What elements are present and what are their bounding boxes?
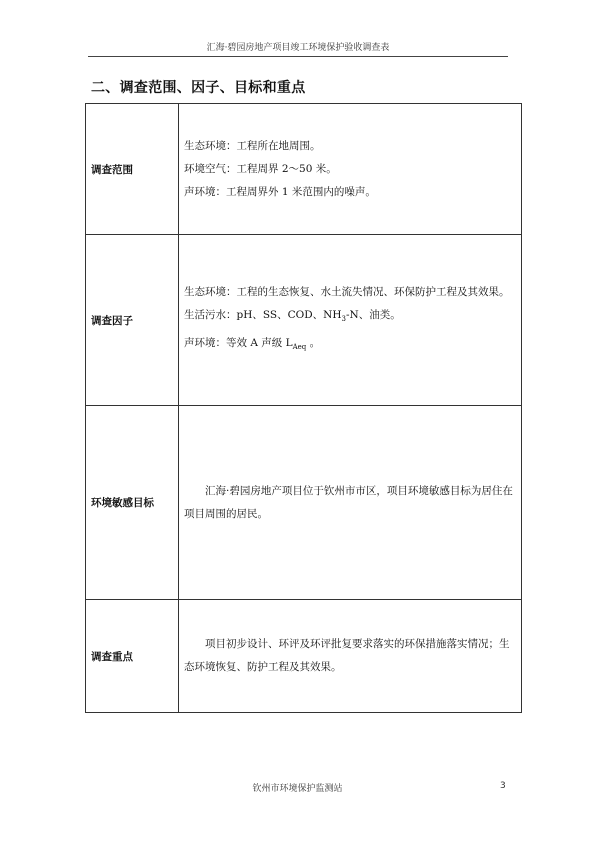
table-row xyxy=(86,406,522,600)
table-row xyxy=(86,235,522,406)
subscript: 3 xyxy=(341,315,346,324)
row-label-factors: 调查因子 xyxy=(86,235,179,406)
text-segment: 声环境：等效 A 声级 L xyxy=(184,336,293,349)
content-paragraph: 汇海·碧园房地产项目位于钦州市市区，项目环境敏感目标为居住在项目周围的居民。 xyxy=(184,484,513,520)
content-line: 生态环境：工程所在地周围。 xyxy=(184,139,321,152)
content-line: 生态环境：工程的生态恢复、水土流失情况、环保防护工程及其效果。 xyxy=(184,286,510,299)
content-line: 声环境：工程周界外 1 米范围内的噪声。 xyxy=(184,185,376,198)
text-segment: 。 xyxy=(306,336,321,349)
text-segment: -N、油类。 xyxy=(345,309,401,322)
section-title: 二、调查范围、因子、目标和重点 xyxy=(91,80,306,96)
content-line xyxy=(184,332,515,359)
subscript: Aeq xyxy=(292,342,307,351)
row-content-factors xyxy=(179,235,522,406)
survey-table xyxy=(85,103,522,713)
page-number: 3 xyxy=(500,781,506,791)
row-label-targets: 环境敏感目标 xyxy=(86,406,179,600)
row-content-focus xyxy=(179,600,522,713)
page-header: 汇海·碧园房地产项目竣工环境保护验收调查表 xyxy=(88,40,508,57)
row-label-focus: 调查重点 xyxy=(86,600,179,713)
table-row xyxy=(86,104,522,235)
row-content-targets xyxy=(179,406,522,600)
row-content-scope xyxy=(179,104,522,235)
content-line: 环境空气：工程周界 2～50 米。 xyxy=(184,162,337,175)
table-row xyxy=(86,600,522,713)
page-footer: 钦州市环境保护监测站 xyxy=(252,784,343,794)
content-paragraph: 项目初步设计、环评及环评批复要求落实的环保措施落实情况；生态环境恢复、防护工程及其效果。 xyxy=(184,638,510,673)
row-label-scope: 调查范围 xyxy=(86,104,179,235)
text-segment: 生活污水：pH、SS、COD、NH xyxy=(184,309,342,322)
content-line xyxy=(184,304,515,331)
